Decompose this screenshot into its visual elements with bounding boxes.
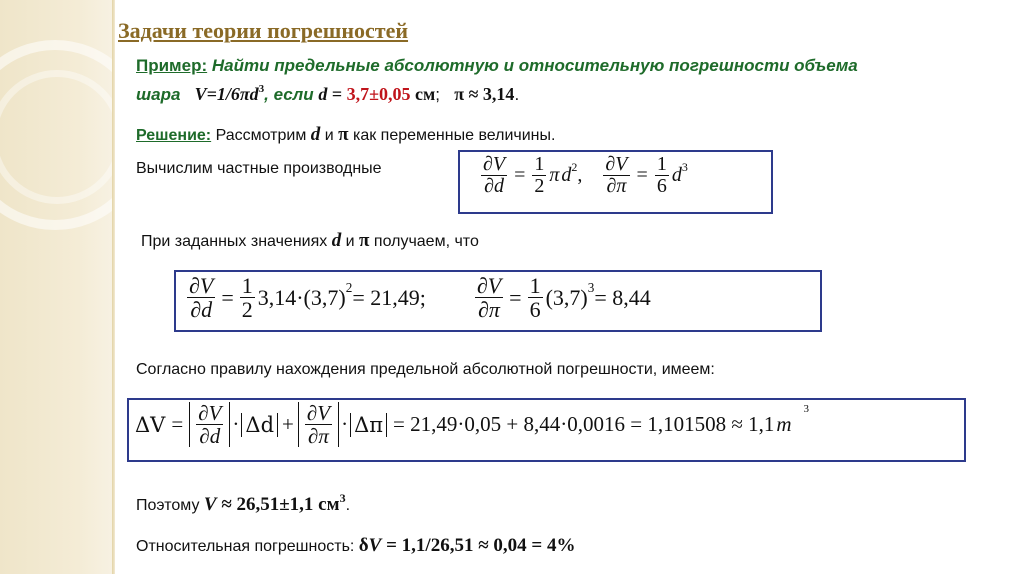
example-line-2: шара $V=1/6\pi d^3$, если d = 3,7±0,05 см; π ≈ 3,14. xyxy=(136,83,520,104)
rule-text: Согласно правилу нахождения предельной абсолютной погрешности, имеем: xyxy=(136,361,715,378)
given-values-line: При заданных значениях d и π получаем, что xyxy=(141,230,479,251)
d-value: 3,7±0,05 xyxy=(346,84,411,104)
decorative-ring-inner xyxy=(0,70,112,204)
relative-error-line: Относительная погрешность: δV = 1,1/26,51 ≈ 0,04 = 4% xyxy=(136,535,576,556)
decorative-side-band xyxy=(0,0,112,574)
therefore-line: Поэтому V ≈ 26,51±1,1 $см^3$. xyxy=(136,490,351,515)
example-label: Пример: xyxy=(136,56,208,75)
example-line-1 xyxy=(136,56,858,76)
esli-text: если xyxy=(273,85,314,104)
pi-approx: π ≈ 3,14 xyxy=(454,84,515,104)
d-unit: см xyxy=(410,84,436,104)
partial-derivatives-formula: $\frac{\partial V}{\partial d}$ = $\frac{1}{2}$ π d 2 , $\frac{\partial V}{\partial\pi}$ = $\frac{1}{6}$ d 3 xyxy=(483,153,688,197)
volume-formula: $V=1/6\pi d^3$ xyxy=(194,83,265,104)
page-title: Задачи теории погрешностей xyxy=(118,18,409,43)
partial-values-formula: $\frac{\partial V}{\partial d}$ = $\frac{1}{2}$ 3,14·(3,7) 2 = 21,49; $\frac{\partial V}{\partial\pi}$ = $\frac{1}{6}$ (3,7) 3 = 8,44 xyxy=(189,273,651,323)
formula-box-partials xyxy=(458,150,773,214)
example-text-1: Найти предельные абсолютную и относительную погрешности объема xyxy=(211,56,858,75)
absolute-error-formula: ΔV = $\frac{\partial V}{\partial d}$ · Δd + $\frac{\partial V}{\partial\pi}$ · Δπ = 21,49·0,05 + 8,44·0,0016 = 1,101508 ≈ 1,1 m 3 xyxy=(135,401,810,449)
d-variable: d xyxy=(318,84,328,104)
formula-box-values xyxy=(174,270,822,332)
side-divider xyxy=(112,0,115,574)
formula-box-absolute-error xyxy=(127,398,966,462)
solution-label: Решение: xyxy=(136,127,212,144)
partial-derivatives-label: Вычислим частные производные xyxy=(136,160,382,177)
solution-line: Решение: Рассмотрим d и π как переменные величины. xyxy=(136,124,556,145)
example-text-2: шара xyxy=(136,85,181,104)
